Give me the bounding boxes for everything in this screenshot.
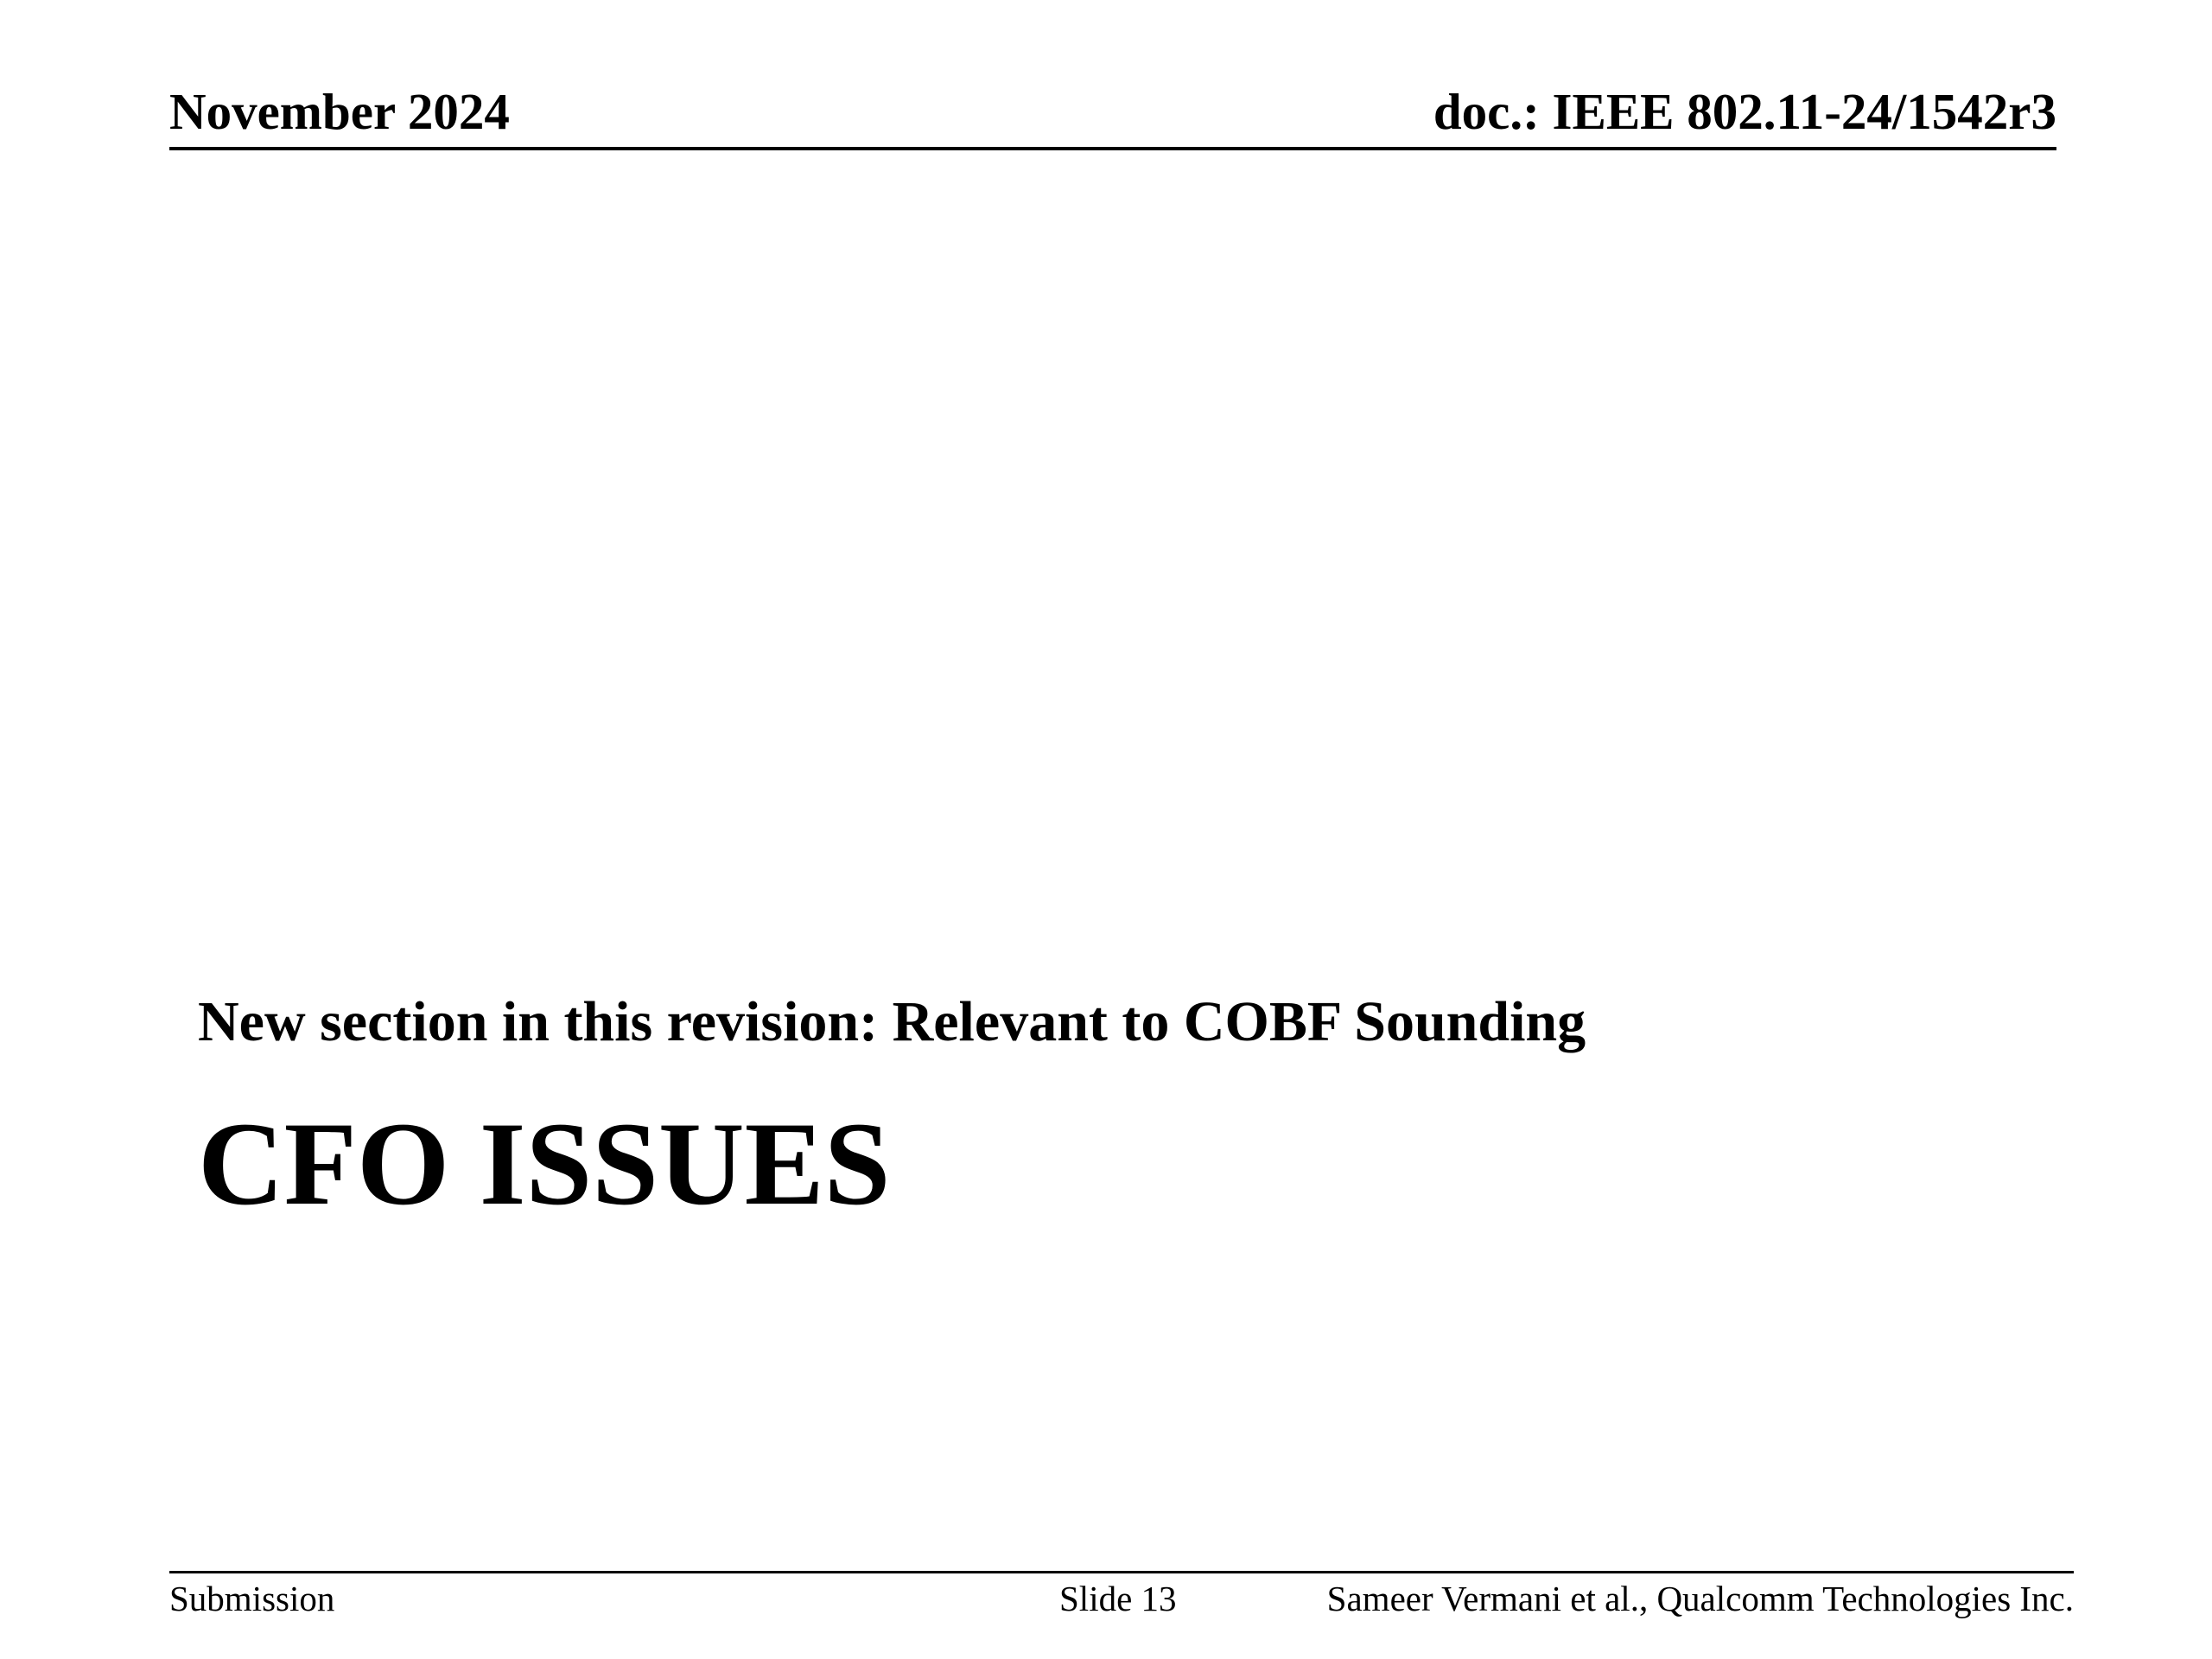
slide-subtitle: New section in this revision: Relevant to COBF Sounding bbox=[198, 990, 1586, 1053]
footer-authors: Sameer Vermani et al., Qualcomm Technologies Inc. bbox=[1326, 1579, 2074, 1618]
slide-title: CFO ISSUES bbox=[198, 1097, 891, 1230]
header-doc-id: doc.: IEEE 802.11-24/1542r3 bbox=[1433, 83, 2056, 140]
header-date: November 2024 bbox=[169, 83, 510, 140]
footer-submission: Submission bbox=[169, 1579, 335, 1618]
slide-header bbox=[169, 78, 2056, 150]
footer-divider bbox=[169, 1571, 2074, 1573]
footer-slide-number: Slide 13 bbox=[1059, 1579, 1177, 1618]
